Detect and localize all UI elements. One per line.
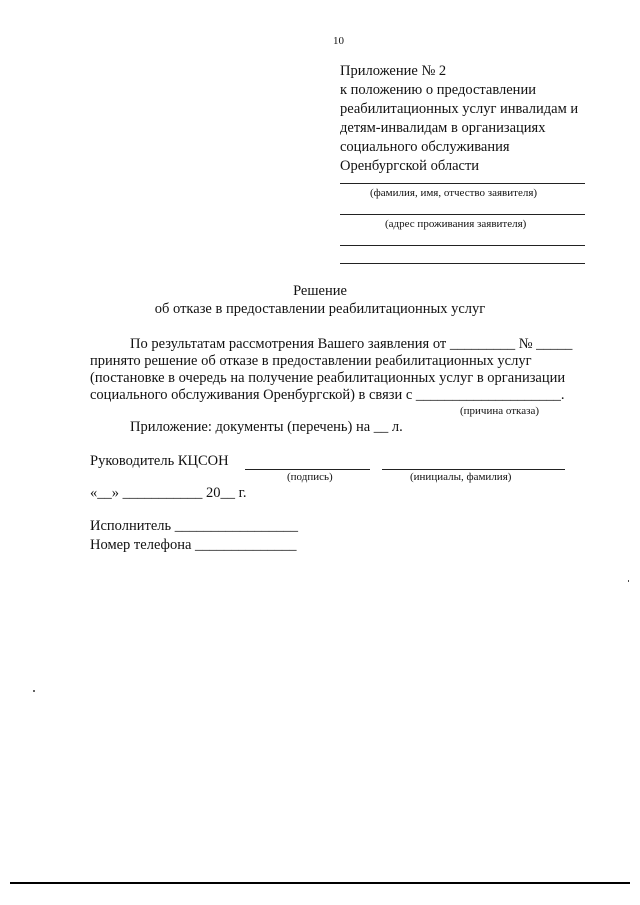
decision-subtitle: об отказе в предоставлении реабилитационных услуг xyxy=(154,301,486,317)
initials-caption: (инициалы, фамилия) xyxy=(410,471,512,483)
attachment-line: Приложение: документы (перечень) на __ л. xyxy=(130,419,403,435)
signature-fill-line xyxy=(245,469,370,470)
sign-caption: (подпись) xyxy=(287,471,333,483)
address-caption: (адрес проживания заявителя) xyxy=(385,218,527,230)
paragraph-line: социального обслуживания Оренбургской) в связи с ____________________. xyxy=(90,387,565,403)
date-line: «__» ___________ 20__ г. xyxy=(90,485,247,501)
address-fill-line-2 xyxy=(340,245,585,246)
appendix-line: детям-инвалидам в организациях xyxy=(340,120,546,136)
reason-caption: (причина отказа) xyxy=(460,405,539,417)
name-caption: (фамилия, имя, отчество заявителя) xyxy=(370,187,538,199)
appendix-line: реабилитационных услуг инвалидам и xyxy=(340,101,579,117)
appendix-line: социального обслуживания xyxy=(340,139,510,155)
page-number: 10 xyxy=(333,35,344,47)
paragraph-line: принято решение об отказе в предоставлении реабилитационных услуг xyxy=(90,353,532,369)
address-fill-line-3 xyxy=(340,263,585,264)
executor-line: Исполнитель _________________ xyxy=(90,518,298,534)
appendix-line: Приложение № 2 xyxy=(340,63,447,79)
scan-speck xyxy=(628,580,629,582)
phone-line: Номер телефона ______________ xyxy=(90,537,297,553)
appendix-line: к положению о предоставлении xyxy=(340,82,536,98)
head-label: Руководитель КЦСОН xyxy=(90,453,229,469)
address-fill-line xyxy=(340,214,585,215)
initials-fill-line xyxy=(382,469,565,470)
paragraph-line: По результатам рассмотрения Вашего заявления от _________ № _____ xyxy=(130,336,573,352)
paragraph-line: (постановке в очередь на получение реабилитационных услуг в организации xyxy=(90,370,566,386)
name-fill-line xyxy=(340,183,585,184)
decision-title: Решение xyxy=(293,283,347,299)
bottom-rule xyxy=(10,882,630,884)
appendix-line: Оренбургской области xyxy=(340,158,480,174)
scan-speck xyxy=(33,690,35,692)
